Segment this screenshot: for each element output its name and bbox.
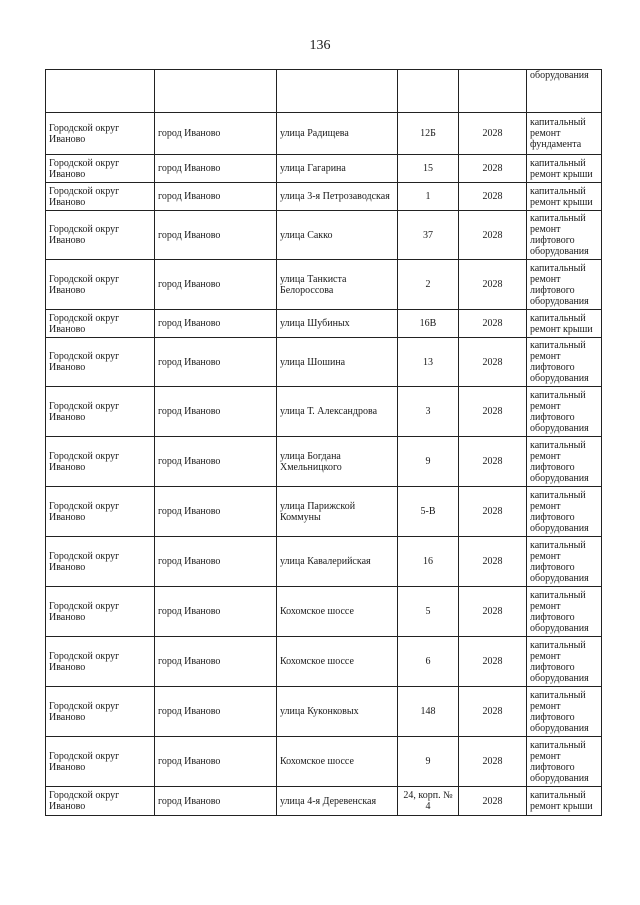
city-cell: город Иваново bbox=[155, 310, 277, 338]
work-type-cell: капитальный ремонт лифтового оборудования bbox=[527, 387, 602, 437]
street-cell: улица Танкиста Белороссова bbox=[277, 260, 398, 310]
year-cell bbox=[459, 70, 527, 113]
street-cell: улица Шошина bbox=[277, 338, 398, 387]
year-cell: 2028 bbox=[459, 387, 527, 437]
table-row bbox=[46, 155, 602, 183]
year-cell: 2028 bbox=[459, 437, 527, 487]
city-cell: город Иваново bbox=[155, 687, 277, 737]
street-cell: улица Богдана Хмельницкого bbox=[277, 437, 398, 487]
district-cell: Городской округ Иваново bbox=[46, 687, 155, 737]
year-cell: 2028 bbox=[459, 211, 527, 260]
house-cell: 2 bbox=[398, 260, 459, 310]
table-row bbox=[46, 338, 602, 387]
street-cell: улица Т. Александрова bbox=[277, 387, 398, 437]
street-cell: улица Куконковых bbox=[277, 687, 398, 737]
district-cell: Городской округ Иваново bbox=[46, 260, 155, 310]
city-cell: город Иваново bbox=[155, 487, 277, 537]
street-cell: улица Шубиных bbox=[277, 310, 398, 338]
year-cell: 2028 bbox=[459, 113, 527, 155]
city-cell: город Иваново bbox=[155, 260, 277, 310]
house-cell: 15 bbox=[398, 155, 459, 183]
district-cell: Городской округ Иваново bbox=[46, 183, 155, 211]
table-row bbox=[46, 183, 602, 211]
work-type-cell: капитальный ремонт лифтового оборудования bbox=[527, 437, 602, 487]
house-cell: 5 bbox=[398, 587, 459, 637]
street-cell: улица Радищева bbox=[277, 113, 398, 155]
house-cell: 24, корп. № 4 bbox=[398, 787, 459, 816]
table-row bbox=[46, 113, 602, 155]
page-number: 136 bbox=[309, 38, 331, 53]
year-cell: 2028 bbox=[459, 338, 527, 387]
district-cell: Городской округ Иваново bbox=[46, 437, 155, 487]
district-cell: Городской округ Иваново bbox=[46, 338, 155, 387]
table-row bbox=[46, 211, 602, 260]
work-type-cell: капитальный ремонт лифтового оборудования bbox=[527, 487, 602, 537]
house-cell: 12Б bbox=[398, 113, 459, 155]
year-cell: 2028 bbox=[459, 787, 527, 816]
repair-schedule-table bbox=[45, 69, 602, 816]
house-cell bbox=[398, 70, 459, 113]
house-cell: 16 bbox=[398, 537, 459, 587]
district-cell: Городской округ Иваново bbox=[46, 737, 155, 787]
year-cell: 2028 bbox=[459, 587, 527, 637]
house-cell: 6 bbox=[398, 637, 459, 687]
district-cell: Городской округ Иваново bbox=[46, 787, 155, 816]
table-row bbox=[46, 587, 602, 637]
street-cell: Кохомское шоссе bbox=[277, 637, 398, 687]
table-row bbox=[46, 487, 602, 537]
work-type-cell: капитальный ремонт лифтового оборудования bbox=[527, 687, 602, 737]
street-cell: Кохомское шоссе bbox=[277, 587, 398, 637]
city-cell: город Иваново bbox=[155, 787, 277, 816]
city-cell: город Иваново bbox=[155, 737, 277, 787]
work-type-cell: капитальный ремонт лифтового оборудования bbox=[527, 338, 602, 387]
year-cell: 2028 bbox=[459, 260, 527, 310]
district-cell: Городской округ Иваново bbox=[46, 155, 155, 183]
work-type-cell: оборудования bbox=[527, 70, 602, 113]
city-cell: город Иваново bbox=[155, 637, 277, 687]
work-type-cell: капитальный ремонт лифтового оборудования bbox=[527, 260, 602, 310]
district-cell: Городской округ Иваново bbox=[46, 637, 155, 687]
table-row bbox=[46, 387, 602, 437]
house-cell: 13 bbox=[398, 338, 459, 387]
year-cell: 2028 bbox=[459, 155, 527, 183]
city-cell: город Иваново bbox=[155, 587, 277, 637]
table-row bbox=[46, 537, 602, 587]
house-cell: 148 bbox=[398, 687, 459, 737]
year-cell: 2028 bbox=[459, 183, 527, 211]
district-cell: Городской округ Иваново bbox=[46, 387, 155, 437]
district-cell bbox=[46, 70, 155, 113]
street-cell: улица 4-я Деревенская bbox=[277, 787, 398, 816]
work-type-cell: капитальный ремонт крыши bbox=[527, 787, 602, 816]
house-cell: 37 bbox=[398, 211, 459, 260]
city-cell: город Иваново bbox=[155, 113, 277, 155]
work-type-cell: капитальный ремонт лифтового оборудования bbox=[527, 537, 602, 587]
table-row bbox=[46, 687, 602, 737]
house-cell: 1 bbox=[398, 183, 459, 211]
table-row bbox=[46, 637, 602, 687]
year-cell: 2028 bbox=[459, 737, 527, 787]
year-cell: 2028 bbox=[459, 687, 527, 737]
year-cell: 2028 bbox=[459, 487, 527, 537]
house-cell: 9 bbox=[398, 437, 459, 487]
table-row-continued bbox=[46, 70, 602, 113]
street-cell: улица Гагарина bbox=[277, 155, 398, 183]
district-cell: Городской округ Иваново bbox=[46, 587, 155, 637]
work-type-cell: капитальный ремонт лифтового оборудования bbox=[527, 587, 602, 637]
street-cell: Кохомское шоссе bbox=[277, 737, 398, 787]
house-cell: 3 bbox=[398, 387, 459, 437]
year-cell: 2028 bbox=[459, 537, 527, 587]
city-cell: город Иваново bbox=[155, 155, 277, 183]
street-cell: улица Сакко bbox=[277, 211, 398, 260]
year-cell: 2028 bbox=[459, 637, 527, 687]
city-cell: город Иваново bbox=[155, 437, 277, 487]
district-cell: Городской округ Иваново bbox=[46, 487, 155, 537]
street-cell: улица Парижской Коммуны bbox=[277, 487, 398, 537]
street-cell: улица Кавалерийская bbox=[277, 537, 398, 587]
table-row bbox=[46, 310, 602, 338]
city-cell: город Иваново bbox=[155, 537, 277, 587]
city-cell: город Иваново bbox=[155, 211, 277, 260]
district-cell: Городской округ Иваново bbox=[46, 310, 155, 338]
table-row bbox=[46, 787, 602, 816]
work-type-cell: капитальный ремонт крыши bbox=[527, 183, 602, 211]
street-cell bbox=[277, 70, 398, 113]
table-row bbox=[46, 437, 602, 487]
house-cell: 9 bbox=[398, 737, 459, 787]
work-type-cell: капитальный ремонт лифтового оборудования bbox=[527, 211, 602, 260]
city-cell: город Иваново bbox=[155, 338, 277, 387]
work-type-cell: капитальный ремонт лифтового оборудования bbox=[527, 737, 602, 787]
work-type-cell: капитальный ремонт лифтового оборудования bbox=[527, 637, 602, 687]
table-row bbox=[46, 260, 602, 310]
house-cell: 5-В bbox=[398, 487, 459, 537]
city-cell: город Иваново bbox=[155, 183, 277, 211]
house-cell: 16В bbox=[398, 310, 459, 338]
city-cell: город Иваново bbox=[155, 387, 277, 437]
city-cell bbox=[155, 70, 277, 113]
year-cell: 2028 bbox=[459, 310, 527, 338]
street-cell: улица 3-я Петрозаводская bbox=[277, 183, 398, 211]
table-row bbox=[46, 737, 602, 787]
work-type-cell: капитальный ремонт крыши bbox=[527, 155, 602, 183]
district-cell: Городской округ Иваново bbox=[46, 113, 155, 155]
work-type-cell: капитальный ремонт крыши bbox=[527, 310, 602, 338]
work-type-cell: капитальный ремонт фундамента bbox=[527, 113, 602, 155]
district-cell: Городской округ Иваново bbox=[46, 537, 155, 587]
district-cell: Городской округ Иваново bbox=[46, 211, 155, 260]
